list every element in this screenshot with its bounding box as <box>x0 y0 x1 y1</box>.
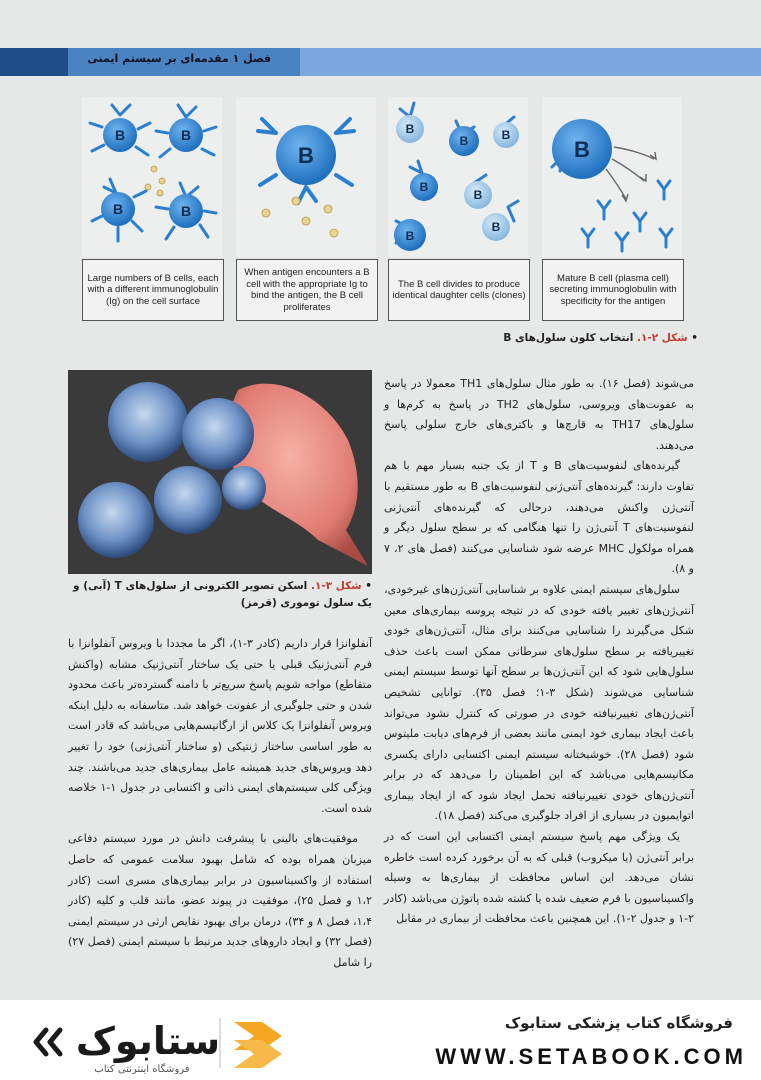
paragraph: موفقیت‌های بالینی با پیشرفت دانش در مورد سیستم دفاعی میزبان همراه بوده که شامل بهبود سلامت عمومی که حاصل استفاده از واکسیناسیون در برابر بیماری‌های مسری است (کادر ۱،۲ و فصل ۲۵)، موفقیت در پیوند عضو، مانند قلب و کلیه (کادر ۱،۴، فصل ۸ و ۳۴)، درمان برای بهبود نقایص ارثی در سیستم ایمنی (فصل ۳۲) و ایجاد داروهای جدید مرتبط با سیستم ایمنی (فصل ۲۷) را شامل <box>68 832 373 969</box>
figure-title: اسکن تصویر الکترونی از سلول‌های T (آبی) و یک سلول توموری (قرمز) <box>73 580 372 609</box>
paragraph: می‌شوند (فصل ۱۶). به طور مثال سلول‌های TH1 معمولا در پاسخ به عفونت‌های ویروسی، سلول‌های TH2 در پاسخ به کرم‌ها و سلول‌های TH17 به قارچ‌ها و باکتری‌های خارج سلولی پاسخ می‌دهند. <box>384 377 694 452</box>
store-name: فروشگاه کتاب پزشکی ستابوک <box>504 1014 733 1032</box>
logo-wordmark: ستابوک <box>75 1019 221 1063</box>
panel-3-caption: The B cell divides to produce identical daughter cells (clones) <box>388 259 530 321</box>
figure-3-1-caption: • شکل ۳-۱. اسکن تصویر الکترونی از سلول‌های T (آبی) و یک سلول توموری (قرمز) <box>73 580 372 609</box>
panel-1-caption: Large numbers of B cells, each with a different immunoglobulin (Ig) on the cell surface <box>82 259 224 321</box>
cell-label: B <box>112 201 124 217</box>
panel-2-image <box>236 97 376 257</box>
panel-4-image <box>542 97 682 257</box>
header-dark-block <box>0 48 68 76</box>
cell-label: B <box>459 134 469 148</box>
chapter-title: فصل ۱ مقدمه‌ای بر سیستم ایمنی <box>87 52 271 65</box>
cell-label: B <box>473 188 483 202</box>
panel-4-caption: Mature B cell (plasma cell) secreting immunoglobulin with specificity for the antigen <box>542 259 684 321</box>
panel-3-image <box>388 97 528 257</box>
logo-subtitle: فروشگاه اینترنتی کتاب <box>94 1064 190 1074</box>
store-url[interactable]: WWW.SETABOOK.COM <box>435 1044 747 1069</box>
figure-2-1-caption: • شکل ۲-۱. انتخاب کلون سلول‌های B <box>503 332 698 344</box>
figure-number: شکل ۳-۱. <box>310 580 362 592</box>
header-light-block <box>300 48 761 76</box>
paragraph: آنفلوانزا قرار داریم (کادر ۳-۱)، اگر ما مجددا با ویروس آنفلوانزا با فرم آنتی‌ژنیک قبلی یا حتی یک ساختار آنتی‌ژنیک مشابه (واکنش متقاطع) مواجه شویم پاسخ سریع‌تر با دامنه گسترده‌تر باعث محدود شدن و حتی جلوگیری از عفونت خواهد شد. متاسفانه به دلیل اینکه ویروس آنفلوانزا یک کلاس از ارگانیسم‌هایی می‌باشد که قادر است به طور اساسی ساختار ژنتیکی (و ساختار آنتی‌ژنی) خود را تغییر دهد ویروس‌های جدید همیشه عامل بیماری‌های جدید می‌باشند. چند ویژگی کلی سیستم‌های ایمنی ذاتی و اکتسابی در جدول ۱-۱ خلاصه شده است. <box>68 637 373 815</box>
cell-label: B <box>491 220 501 234</box>
electron-micrograph-image <box>68 370 372 574</box>
panel-1-image <box>82 97 222 257</box>
cell-label: B <box>180 203 192 219</box>
setabook-logo <box>30 1008 300 1074</box>
clonal-selection-figure <box>82 97 690 337</box>
figure-title: انتخاب کلون سلول‌های B <box>503 332 637 344</box>
panel-2-caption: When antigen encounters a B cell with the appropriate Ig to bind the antigen, the B cell proliferates <box>236 259 378 321</box>
cell-label: B <box>419 180 429 194</box>
cell-label: B <box>405 122 415 136</box>
cell-label: B <box>114 127 126 143</box>
paragraph: یک ویژگی مهم پاسخ سیستم ایمنی اکتسابی این است که در برابر آنتی‌ژن (یا میکروب) قبلی که به آن برخورد کرده است خاطره نشان می‌دهد. این اساس محافظت از بیماری‌ها به وسیله واکسیناسیون با فرم ضعیف شده یا کشته شده پاتوژن می‌باشد (کادر ۲-۱ و جدول ۲-۱). این همچنین باعث محافظت از بیماری در مقابل <box>384 830 694 926</box>
cell-label: B <box>298 143 314 168</box>
right-text-column <box>384 374 694 930</box>
cell-label: B <box>180 127 192 143</box>
cell-label: B <box>501 128 511 142</box>
left-text-column <box>68 634 372 974</box>
store-footer <box>0 1000 761 1080</box>
paragraph: گیرنده‌های لنفوسیت‌های B و T از یک جنبه بسیار مهم با هم تفاوت دارند: گیرنده‌های آنتی‌ژنی لنفوسیت‌های B به طور مستقیم با آنتی‌ژن واکنش می‌دهند، درحالی که گیرنده‌های آنتی‌ژنی لنفوسیت‌های T آنتی‌ژن را تنها هنگامی که بر سطح سلول دیگر و همراه مولکول MHC عرضه شود شناسایی می‌کنند (فصل های ۲، ۷ و ۸). <box>384 459 695 576</box>
paragraph: سلول‌های سیستم ایمنی علاوه بر شناسایی آنتی‌ژن‌های غیرخودی، آنتی‌ژن‌های تغییر یافته خودی که در نتیجه پروسه بیماری‌های معین شکل می‌گیرند را شناسایی می‌کنند برای مثال، آنتی‌ژن‌های خودی تغییریافته بر سطح سلول‌های سرطانی ممکن است باعث حذف سلول‌هایی شود که این آنتی‌ژن‌ها بر سطح آنها توسط سیستم ایمنی شناسایی می‌شوند (شکل ۳-۱؛ فصل ۳۵). توانایی تشخیص آنتی‌ژن‌های تغییرنیافته خودی در صورتی که کنترل نشود می‌تواند باعث ایجاد بیماری خود ایمنی مانند بعضی از فرم‌های دیابت ملیتوس شود (فصل ۲۸). خوشبختانه سیستم ایمنی اکتسابی دارای یکسری مکانیسم‌هایی می‌باشد که این اطمینان را می‌دهد که در برابر آنتی‌ژن‌های خودی تغییرنیافته تحمل ایجاد شود که از ایجاد بیماری اتوایمیون در بسیاری از افراد جلوگیری می‌کند (فصل ۱۸). <box>384 582 694 823</box>
cell-label: B <box>405 229 415 243</box>
figure-number: شکل ۲-۱. <box>636 332 688 344</box>
cell-label: B <box>574 137 590 162</box>
